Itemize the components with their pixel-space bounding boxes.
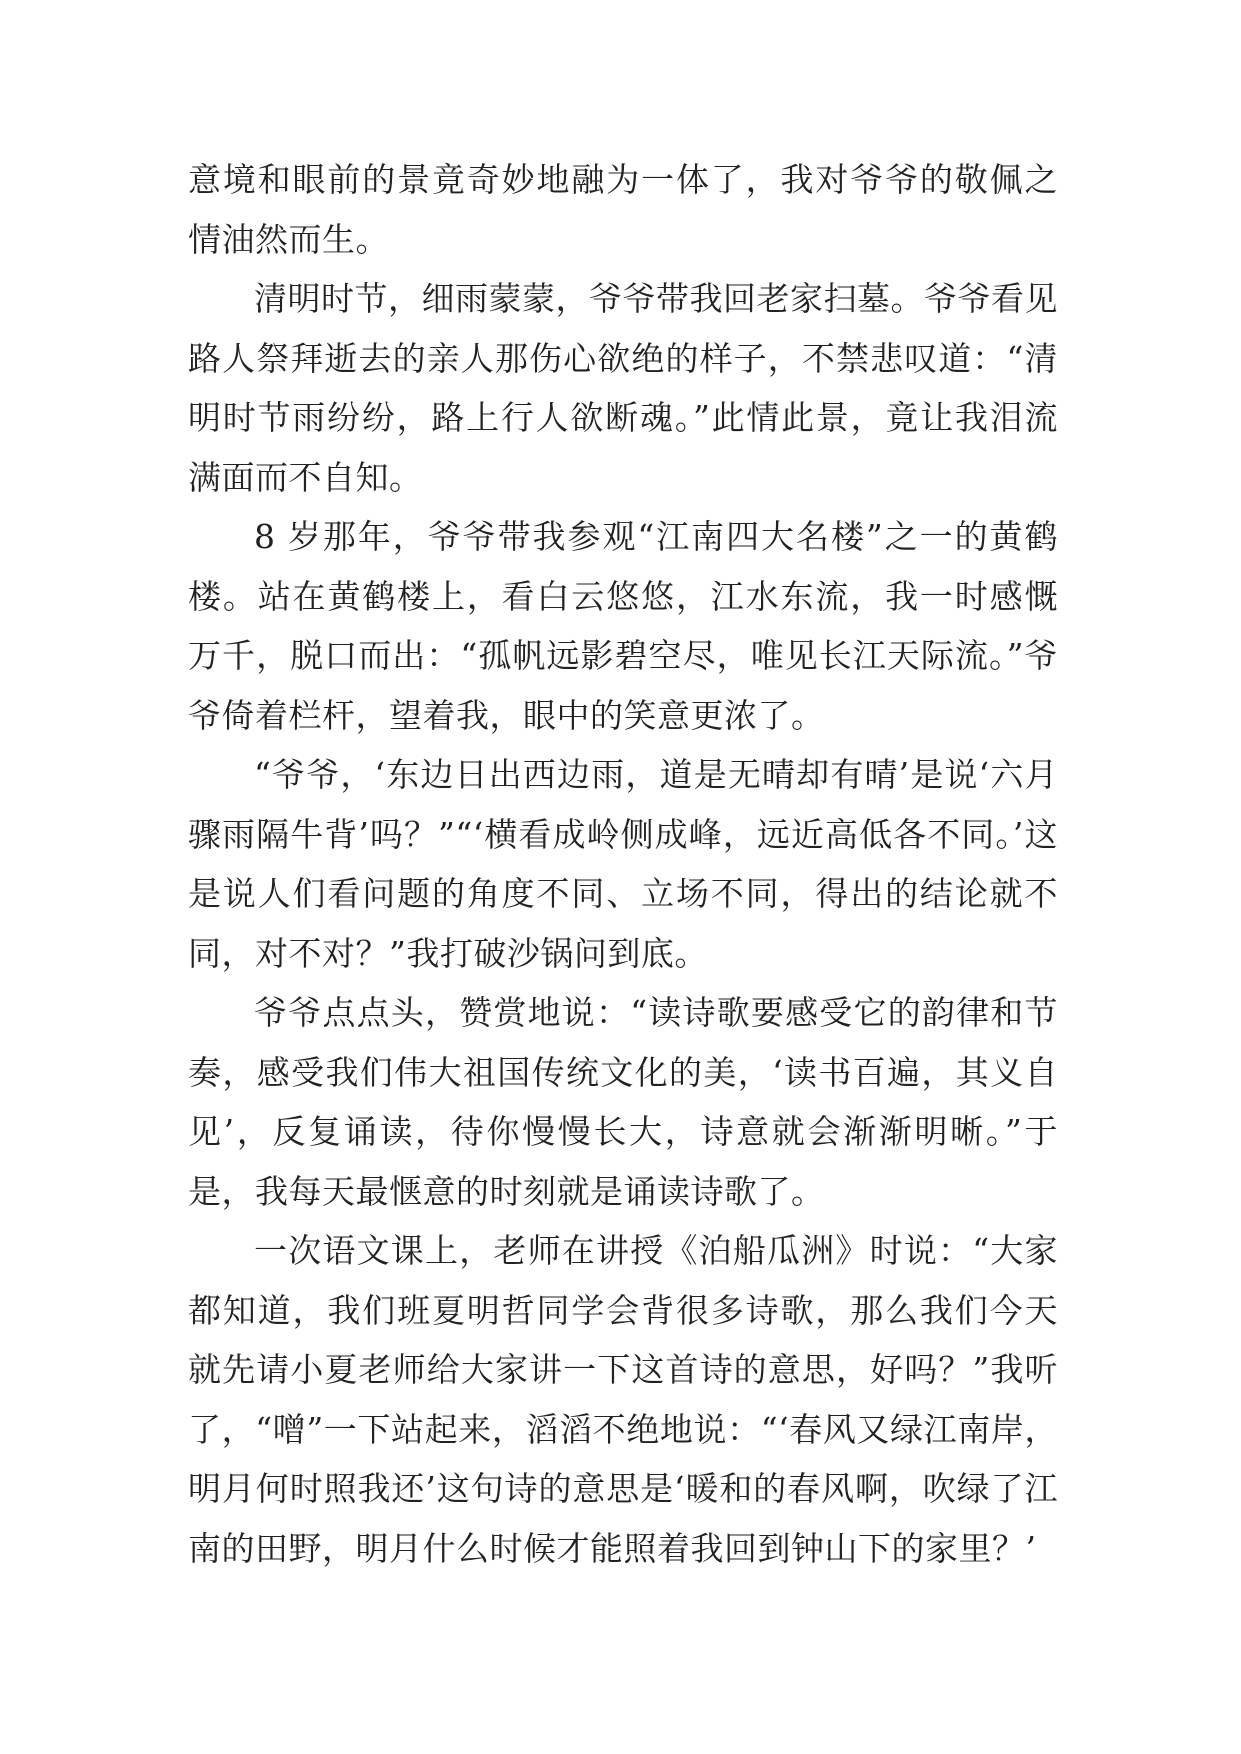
paragraph-4: “爷爷，‘东边日出西边雨，道是无晴却有晴’是说‘六月骤雨隔牛背’吗？”“‘横看成岭侧成峰，远近高低各不同。’这是说人们看问题的角度不同、立场不同，得出的结论就不同，对不对？”我打破沙锅问到底。 bbox=[188, 755, 1058, 973]
paragraph-5: 爷爷点点头，赞赏地说：“读诗歌要感受它的韵律和节奏，感受我们伟大祖国传统文化的美，‘读书百遍，其义自见’，反复诵读，待你慢慢长大，诗意就会渐渐明晰。”于是，我每天最惬意的时刻就是诵读诗歌了。 bbox=[188, 993, 1058, 1211]
paragraph-3: 8 岁那年，爷爷带我参观“江南四大名楼”之一的黄鹤楼。站在黄鹤楼上，看白云悠悠，江水东流，我一时感慨万千，脱口而出：“孤帆远影碧空尽，唯见长江天际流。”爷爷倚着栏杆，望着我，眼中的笑意更浓了。 bbox=[188, 517, 1058, 735]
paragraph-1: 意境和眼前的景竟奇妙地融为一体了，我对爷爷的敬佩之情油然而生。 bbox=[188, 160, 1058, 259]
document-page bbox=[188, 150, 1058, 1578]
paragraph-6: 一次语文课上，老师在讲授《泊船瓜洲》时说：“大家都知道，我们班夏明哲同学会背很多诗歌，那么我们今天就先请小夏老师给大家讲一下这首诗的意思，好吗？”我听了，“噌”一下站起来，滔滔不绝地说：“‘春风又绿江南岸，明月何时照我还’这句诗的意思是‘暖和的春风啊，吹绿了江南的田野，明月什么时候才能照着我回到钟山下的家里？’ bbox=[188, 1231, 1058, 1568]
paragraph-2: 清明时节，细雨蒙蒙，爷爷带我回老家扫墓。爷爷看见路人祭拜逝去的亲人那伤心欲绝的样子，不禁悲叹道：“清明时节雨纷纷，路上行人欲断魂。”此情此景，竟让我泪流满面而不自知。 bbox=[188, 279, 1058, 497]
